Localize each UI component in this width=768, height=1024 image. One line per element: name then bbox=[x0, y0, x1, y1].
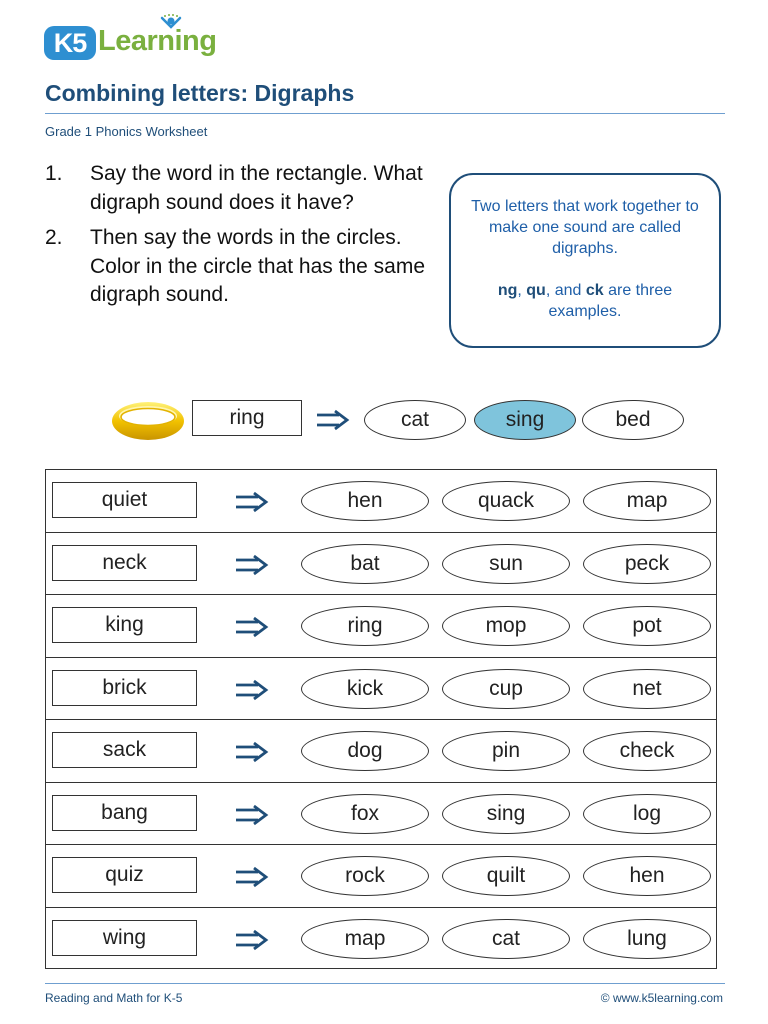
target-word-box: neck bbox=[52, 545, 197, 581]
instruction-text: Then say the words in the circles. Color in the circle that has the same digraph sound. bbox=[90, 226, 425, 306]
instruction-number: 1. bbox=[45, 162, 63, 185]
choice-oval[interactable]: cat bbox=[442, 919, 570, 959]
footer-website-link[interactable]: © www.k5learning.com bbox=[600, 991, 723, 1005]
choice-oval[interactable]: map bbox=[301, 919, 429, 959]
exercise-row bbox=[46, 595, 716, 658]
exercise-row bbox=[46, 783, 716, 846]
exercise-row bbox=[46, 533, 716, 596]
choice-oval[interactable]: lung bbox=[583, 919, 711, 959]
info-examples bbox=[463, 280, 707, 322]
info-definition: Two letters that work together to make one sound are called digraphs. bbox=[471, 198, 699, 257]
footer-divider bbox=[45, 983, 725, 984]
info-separator: , bbox=[517, 282, 527, 299]
info-separator: , and bbox=[545, 282, 586, 299]
example-choice-oval-selected[interactable]: sing bbox=[474, 400, 576, 440]
right-double-arrow-icon bbox=[234, 740, 270, 764]
choice-oval[interactable]: bat bbox=[301, 544, 429, 584]
logo-wordmark: Learning bbox=[98, 25, 217, 57]
page-subtitle: Grade 1 Phonics Worksheet bbox=[45, 124, 208, 139]
choice-oval[interactable]: log bbox=[583, 794, 711, 834]
example-row bbox=[0, 395, 768, 445]
target-word-box: bang bbox=[52, 795, 197, 831]
target-word-box: king bbox=[52, 607, 197, 643]
choice-oval[interactable]: cup bbox=[442, 669, 570, 709]
target-word-box: sack bbox=[52, 732, 197, 768]
logo-k5-badge: K5 bbox=[44, 26, 96, 60]
choice-oval[interactable]: pin bbox=[442, 731, 570, 771]
ring-icon bbox=[110, 400, 186, 442]
right-double-arrow-icon bbox=[234, 615, 270, 639]
choice-oval[interactable]: hen bbox=[301, 481, 429, 521]
example-choice-oval[interactable]: cat bbox=[364, 400, 466, 440]
choice-oval[interactable]: hen bbox=[583, 856, 711, 896]
choice-oval[interactable]: net bbox=[583, 669, 711, 709]
choice-oval[interactable]: sing bbox=[442, 794, 570, 834]
exercise-row bbox=[46, 908, 716, 971]
exercise-row bbox=[46, 658, 716, 721]
choice-oval[interactable]: sun bbox=[442, 544, 570, 584]
choice-oval[interactable]: dog bbox=[301, 731, 429, 771]
target-word-box: wing bbox=[52, 920, 197, 956]
target-word-box: quiet bbox=[52, 482, 197, 518]
target-word-box: brick bbox=[52, 670, 197, 706]
right-double-arrow-icon bbox=[234, 553, 270, 577]
footer-tagline: Reading and Math for K-5 bbox=[45, 991, 183, 1005]
digraph-info-box bbox=[449, 173, 721, 348]
example-digraph: qu bbox=[526, 282, 546, 299]
right-double-arrow-icon bbox=[315, 408, 351, 432]
right-double-arrow-icon bbox=[234, 865, 270, 889]
instruction-item bbox=[45, 160, 425, 217]
example-word-box: ring bbox=[192, 400, 302, 436]
choice-oval[interactable]: kick bbox=[301, 669, 429, 709]
right-double-arrow-icon bbox=[234, 803, 270, 827]
instruction-number: 2. bbox=[45, 226, 63, 249]
choice-oval[interactable]: pot bbox=[583, 606, 711, 646]
choice-oval[interactable]: rock bbox=[301, 856, 429, 896]
choice-oval[interactable]: fox bbox=[301, 794, 429, 834]
choice-oval[interactable]: check bbox=[583, 731, 711, 771]
k5-learning-logo bbox=[44, 14, 224, 64]
page-title: Combining letters: Digraphs bbox=[45, 80, 355, 106]
exercise-table bbox=[45, 469, 717, 969]
instructions bbox=[45, 160, 425, 317]
choice-oval[interactable]: ring bbox=[301, 606, 429, 646]
instruction-item bbox=[45, 224, 425, 310]
example-digraph: ck bbox=[585, 282, 604, 299]
choice-oval[interactable]: quilt bbox=[442, 856, 570, 896]
right-double-arrow-icon bbox=[234, 928, 270, 952]
right-double-arrow-icon bbox=[234, 490, 270, 514]
exercise-row bbox=[46, 845, 716, 908]
example-choice-oval[interactable]: bed bbox=[582, 400, 684, 440]
choice-oval[interactable]: mop bbox=[442, 606, 570, 646]
choice-oval[interactable]: quack bbox=[442, 481, 570, 521]
exercise-row bbox=[46, 470, 716, 533]
choice-oval[interactable]: peck bbox=[583, 544, 711, 584]
instruction-text: Say the word in the rectangle. What digraph sound does it have? bbox=[90, 162, 423, 214]
logo-person-icon bbox=[156, 14, 186, 40]
example-digraph: ng bbox=[497, 282, 518, 299]
choice-oval[interactable]: map bbox=[583, 481, 711, 521]
info-tail: are three examples. bbox=[548, 282, 673, 320]
header-divider bbox=[45, 113, 725, 114]
target-word-box: quiz bbox=[52, 857, 197, 893]
exercise-row bbox=[46, 720, 716, 783]
right-double-arrow-icon bbox=[234, 678, 270, 702]
